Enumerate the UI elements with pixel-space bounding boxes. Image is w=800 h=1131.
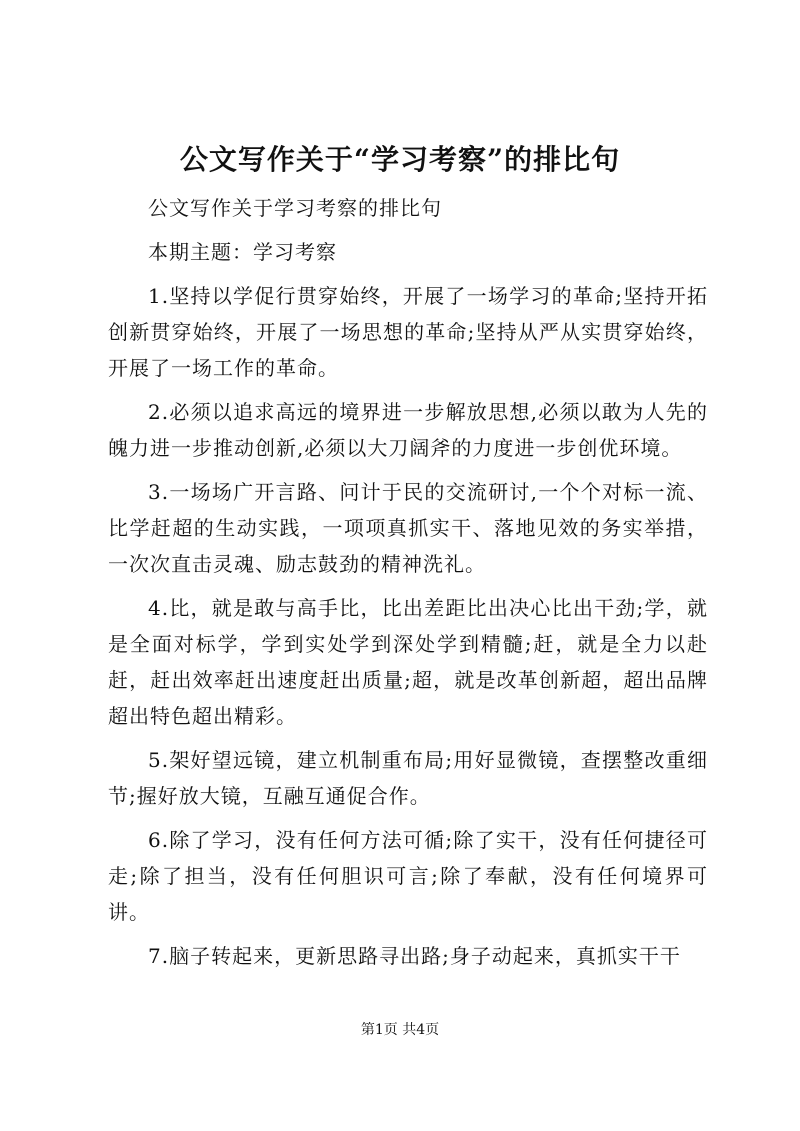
paragraph-item-4: 4.比，就是敢与高手比，比出差距比出决心比出干劲;学，就是全面对标学，学到实处学到深处学到精髓;赶，就是全力以赴赶，赶出效率赶出速度赶出质量;超，就是改革创新超，超出品牌超出特色超出精彩。 <box>108 596 708 728</box>
page-number-footer: 第1页 共4页 <box>360 1022 440 1038</box>
paragraph-item-7: 7.脑子转起来，更新思路寻出路;身子动起来，真抓实干干 <box>148 944 681 968</box>
paragraph-item-5: 5.架好望远镜，建立机制重布局;用好显微镜，查摆整改重细节;握好放大镜，互融互通促合作。 <box>108 748 708 808</box>
paragraph-item-1: 1.坚持以学促行贯穿始终，开展了一场学习的革命;坚持开拓创新贯穿始终，开展了一场思想的革命;坚持从严从实贯穿始终，开展了一场工作的革命。 <box>108 284 708 380</box>
paragraph-item-6: 6.除了学习，没有任何方法可循;除了实干，没有任何捷径可走;除了担当，没有任何胆识可言;除了奉献，没有任何境界可讲。 <box>108 828 708 924</box>
document-title: 公文写作关于“学习考察”的排比句 <box>179 143 621 176</box>
document-body <box>108 190 708 982</box>
paragraph-topic: 本期主题：学习考察 <box>148 240 337 264</box>
paragraph-subtitle: 公文写作关于学习考察的排比句 <box>148 196 442 220</box>
paragraph-item-3: 3.一场场广开言路、问计于民的交流研讨,一个个对标一流、比学赶超的生动实践，一项项真抓实干、落地见效的务实举措，一次次直击灵魂、励志鼓劲的精神洗礼。 <box>108 480 708 576</box>
paragraph-item-2: 2.必须以追求高远的境界进一步解放思想,必须以敢为人先的魄力进一步推动创新,必须以大刀阔斧的力度进一步创优环境。 <box>108 400 708 460</box>
